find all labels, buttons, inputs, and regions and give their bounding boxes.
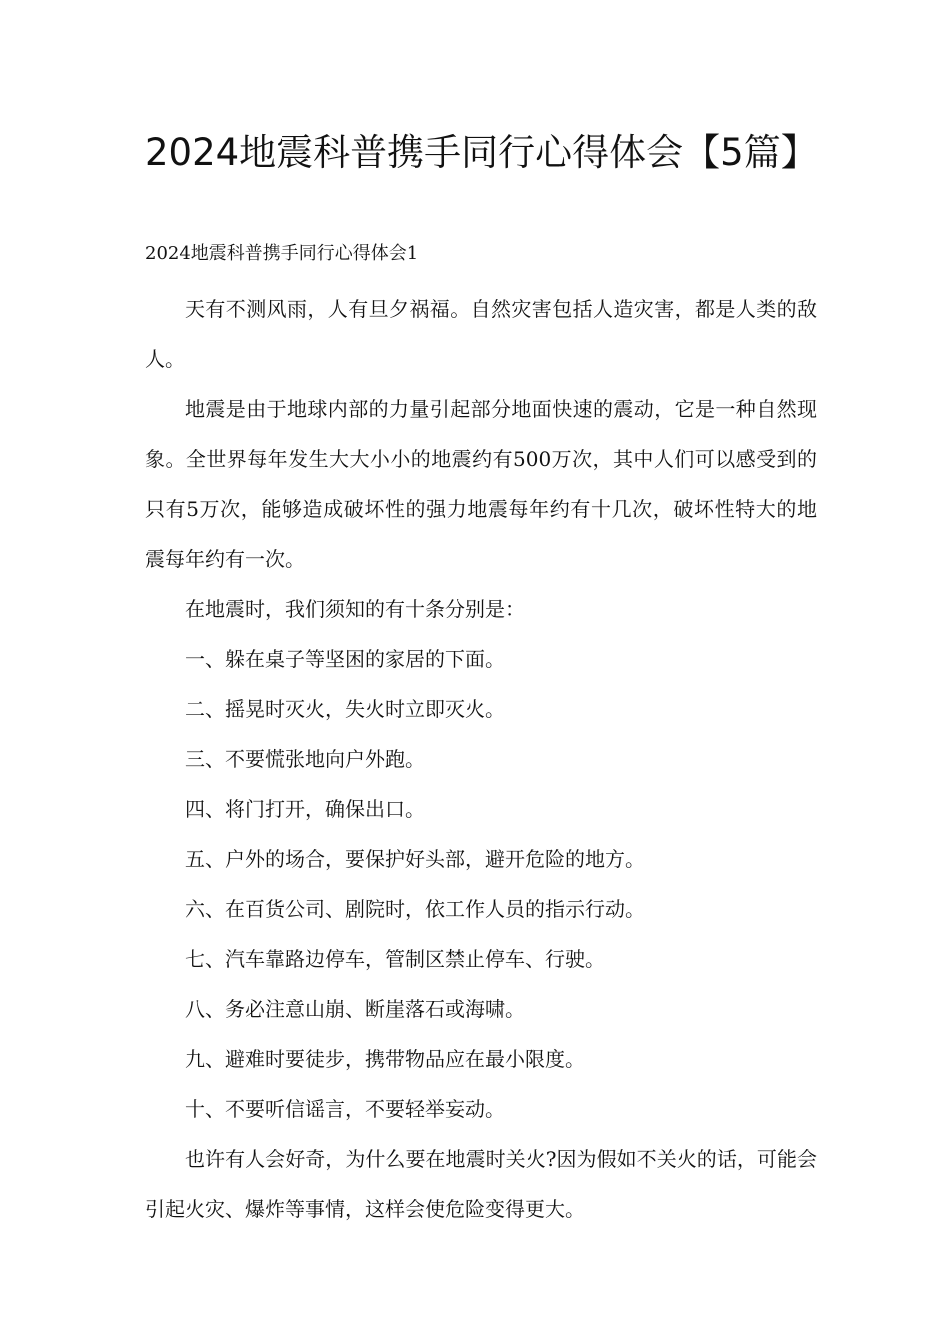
list-item-rule-7: 七、汽车靠路边停车，管制区禁止停车、行驶。: [185, 947, 605, 971]
list-item-rule-6: 六、在百货公司、剧院时，依工作人员的指示行动。: [185, 897, 645, 921]
paragraph-why-turn-off-fire: 也许有人会好奇，为什么要在地震时关火?因为假如不关火的话，可能会引起火灾、爆炸等事情，这样会使危险变得更大。: [145, 1147, 817, 1221]
list-item-rule-5: 五、户外的场合，要保护好头部，避开危险的地方。: [185, 847, 645, 871]
document-body: [145, 284, 817, 1234]
list-item-rule-10: 十、不要听信谣言，不要轻举妄动。: [185, 1097, 505, 1121]
list-item-rule-1: 一、躲在桌子等坚困的家居的下面。: [185, 647, 505, 671]
list-item-rule-9: 九、避难时要徒步，携带物品应在最小限度。: [185, 1047, 585, 1071]
document-title: 2024地震科普携手同行心得体会【5篇】: [145, 131, 818, 174]
paragraph-intro: 天有不测风雨，人有旦夕祸福。自然灾害包括人造灾害，都是人类的敌人。: [145, 297, 817, 371]
list-item-rule-2: 二、摇晃时灭火，失火时立即灭火。: [185, 697, 505, 721]
section-heading: 2024地震科普携手同行心得体会1: [145, 243, 419, 264]
paragraph-earthquake-definition: 地震是由于地球内部的力量引起部分地面快速的震动，它是一种自然现象。全世界每年发生大大小小的地震约有500万次，其中人们可以感受到的只有5万次，能够造成破坏性的强力地震每年约有十几次，破坏性特大的地震每年约有一次。: [145, 397, 817, 571]
list-item-rule-4: 四、将门打开，确保出口。: [185, 797, 425, 821]
list-item-rule-8: 八、务必注意山崩、断崖落石或海啸。: [185, 997, 525, 1021]
paragraph-ten-rules-heading: 在地震时，我们须知的有十条分别是：: [185, 597, 525, 621]
list-item-rule-3: 三、不要慌张地向户外跑。: [185, 747, 425, 771]
